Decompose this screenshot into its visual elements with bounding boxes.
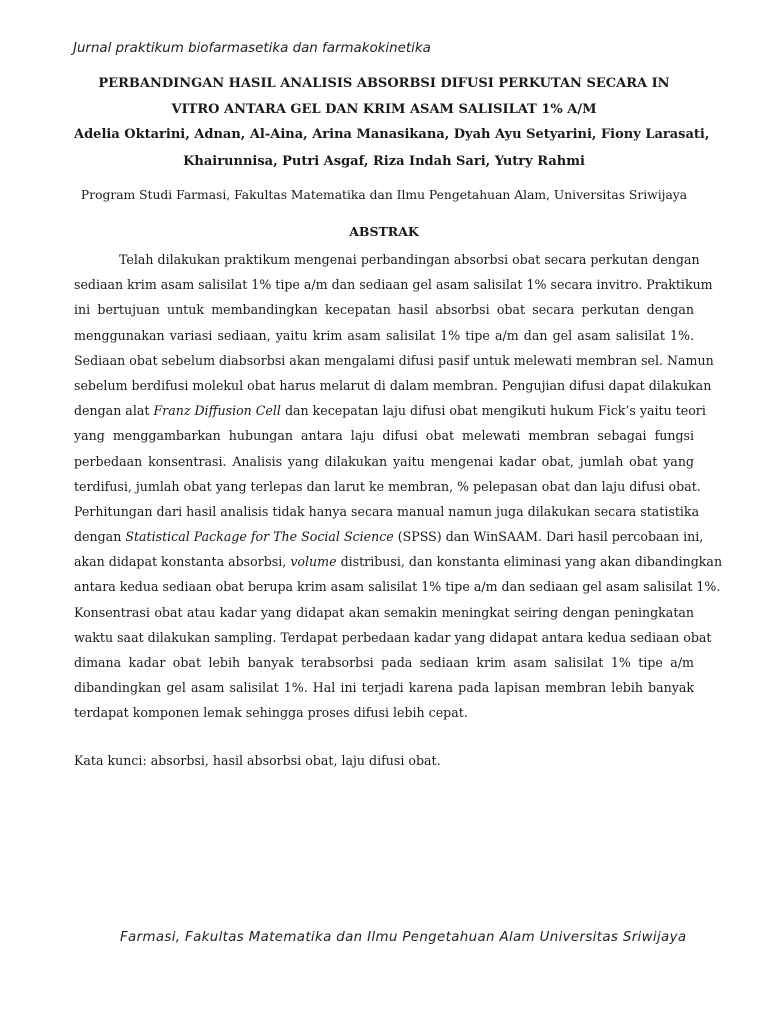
- author-list-line-2: Khairunnisa, Putri Asgaf, Riza Indah Sari, Yutry Rahmi: [183, 154, 585, 169]
- abstract-heading: ABSTRAK: [349, 224, 419, 239]
- abstract-body: [74, 247, 723, 726]
- abstract-text: akan didapat konstanta absorbsi,: [74, 554, 287, 570]
- abstract-text: dengan alat: [74, 403, 150, 419]
- abstract-line: dibandingkan gel asam salisilat 1%. Hal ini terjadi karena pada lapisan membran lebih banyak: [74, 680, 694, 696]
- abstract-text: dan kecepatan laju difusi obat mengikuti hukum Fick’s yaitu teori: [284, 403, 706, 419]
- abstract-text: (SPSS) dan WinSAAM. Dari hasil percobaan ini,: [397, 529, 704, 545]
- abstract-line: terdapat komponen lemak sehingga proses difusi lebih cepat.: [74, 705, 468, 721]
- author-list-line-1: Adelia Oktarini, Adnan, Al-Aina, Arina Manasikana, Dyah Ayu Setyarini, Fiony Larasati,: [74, 127, 710, 142]
- abstract-line: Perhitungan dari hasil analisis tidak hanya secara manual namun juga dilakukan secara statistika: [74, 503, 700, 519]
- abstract-line: Sediaan obat sebelum diabsorbsi akan mengalami difusi pasif untuk melewati membran sel. Namun: [74, 352, 714, 368]
- abstract-line: [74, 398, 706, 423]
- paper-title-line-2: VITRO ANTARA GEL DAN KRIM ASAM SALISILAT 1% A/M: [171, 102, 597, 117]
- abstract-line: sebelum berdifusi molekul obat harus melarut di dalam membran. Pengujian difusi dapat dilakukan: [74, 377, 712, 393]
- abstract-line: Konsentrasi obat atau kadar yang didapat akan semakin meningkat seiring dengan peningkatan: [74, 604, 694, 620]
- keywords-label: Kata kunci: [74, 753, 143, 768]
- abstract-text: dengan: [74, 529, 122, 545]
- keywords: [74, 751, 441, 771]
- abstract-text: distribusi, dan konstanta eliminasi yang akan dibandingkan: [340, 554, 723, 570]
- journal-header: Jurnal praktikum biofarmasetika dan farmakokinetika: [73, 41, 431, 56]
- page-footer: Farmasi, Fakultas Matematika dan Ilmu Pengetahuan Alam Universitas Sriwijaya: [120, 930, 687, 945]
- italic-term-volume: volume: [290, 554, 337, 570]
- author-list: [74, 121, 710, 175]
- abstract-line: yang menggambarkan hubungan antara laju difusi obat melewati membran sebagai fungsi: [74, 428, 694, 444]
- keywords-separator: :: [142, 753, 147, 768]
- italic-term-franz-diffusion-cell: Franz Diffusion Cell: [153, 403, 281, 419]
- paper-title-line-1: PERBANDINGAN HASIL ANALISIS ABSORBSI DIFUSI PERKUTAN SECARA IN: [98, 76, 670, 91]
- abstract-line: [74, 524, 704, 549]
- abstract-line: menggunakan variasi sediaan, yaitu krim asam salisilat 1% tipe a/m dan gel asam salisilat 1%.: [74, 327, 694, 343]
- paper-title: [74, 71, 694, 123]
- abstract-line: [74, 549, 723, 574]
- abstract-line: Telah dilakukan praktikum mengenai perbandingan absorbsi obat secara perkutan dengan: [119, 252, 700, 267]
- affiliation: Program Studi Farmasi, Fakultas Matematika dan Ilmu Pengetahuan Alam, Universitas Sriwijaya: [80, 188, 688, 202]
- abstract-line: perbedaan konsentrasi. Analisis yang dilakukan yaitu mengenai kadar obat, jumlah obat yang: [74, 453, 694, 469]
- abstract-line: waktu saat dilakukan sampling. Terdapat perbedaan kadar yang didapat antara kedua sediaan obat: [74, 629, 712, 645]
- keywords-text: absorbsi, hasil absorbsi obat, laju difusi obat.: [150, 753, 441, 768]
- abstract-line: sediaan krim asam salisilat 1% tipe a/m dan sediaan gel asam salisilat 1% secara invitro. Praktikum: [74, 277, 713, 293]
- abstract-line: dimana kadar obat lebih banyak terabsorbsi pada sediaan krim asam salisilat 1% tipe a/m: [74, 655, 694, 670]
- abstract-line: antara kedua sediaan obat berupa krim asam salisilat 1% tipe a/m dan sediaan gel asam salisilat 1%.: [74, 579, 721, 595]
- abstract-line: ini bertujuan untuk membandingkan kecepatan hasil absorbsi obat secara perkutan dengan: [74, 302, 694, 318]
- abstract-line: terdifusi, jumlah obat yang terlepas dan larut ke membran, % pelepasan obat dan laju difusi obat.: [74, 478, 701, 494]
- italic-term-spss: Statistical Package for The Social Science: [125, 529, 394, 545]
